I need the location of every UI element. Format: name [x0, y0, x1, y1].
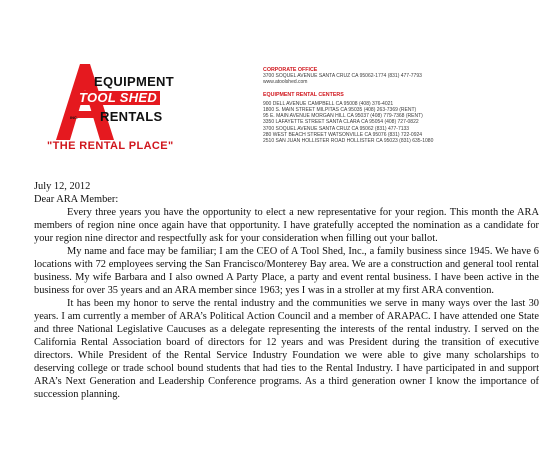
letter-salutation: Dear ARA Member: [34, 194, 119, 205]
letter-body [34, 180, 539, 401]
rental-center-location: 1800 S. MAIN STREET MILPITAS CA 95035 (408) 263-7369 (RENT) [263, 107, 417, 114]
letter-paragraph: Every three years you have the opportunity to elect a new representative for your region. This month the ARA members of region nine once again have that opportunity. I have gratefully accepted the nomination as a candidate for your region nine director and respectfully ask for your consideration when filling out your ballot. [34, 207, 539, 244]
logo-equipment-text: EQUIPMENT [94, 74, 174, 89]
logo-inc-text: INC. [70, 115, 78, 120]
letter-date: July 12, 2012 [34, 181, 91, 192]
letterhead [0, 0, 555, 170]
rental-center-location: 3700 SOQUEL AVENUE SANTA CRUZ CA 95062 (831) 477-7133 [263, 125, 410, 132]
letter-paragraph: It has been my honor to serve the rental industry and the communities we serve in many ways over the last 30 years. I am currently a member of ARA’s Political Action Council and a member of ARAPAC. I have attended one State and three National Legislative Caucuses as a delegate representing the interests of the rental industry. I served on the California Rental Association board of directors for 12 years and was President during the transition of executive directors. While President of the Rental Service Industry Foundation we were able to give many scholarships to deserving college or trade school bound students that had ties to the Rental Industry. I have participated in and support ARA’s Next Generation and Leadership Conference programs. As a third generation owner I know the importance of succession planning. [34, 298, 539, 400]
logo-toolshed-text: TOOL SHED [76, 91, 160, 105]
rental-center-location: 280 WEST BEACH STREET WATSONVILLE CA 95076 (831) 722-0924 [263, 131, 423, 138]
rental-center-location: 900 DELL AVENUE CAMPBELL CA 95008 (408) 376-4021 [263, 100, 394, 107]
company-logo [50, 60, 250, 150]
logo-tagline: "THE RENTAL PLACE" [47, 140, 174, 152]
company-website-link[interactable]: www.atoolshed.com [263, 79, 308, 86]
letter-paragraph: My name and face may be familiar; I am the CEO of A Tool Shed, Inc., a family business since 1945. We have 6 locations with 72 employees serving the San Francisco/Monterey Bay area. We are a construction and general tool rental business. My wife Barbara and I also owned A Party Place, a party and event rental business. I have been active in the business for over 35 years and an ARA member since 1963; yes I was in a stroller at my first ARA convention. [34, 246, 539, 296]
corporate-office-address: 3700 SOQUEL AVENUE SANTA CRUZ CA 95062-1774 (831) 477-7793 [263, 73, 422, 80]
rental-centers-heading: EQUIPMENT RENTAL CENTERS [263, 91, 344, 98]
rental-center-location: 2510 SAN JUAN HOLLISTER ROAD HOLLISTER CA 95023 (831) 635-1080 [263, 138, 434, 145]
logo-rentals-text: RENTALS [100, 109, 163, 124]
rental-center-location: 3350 LAFAYETTE STREET SANTA CLARA CA 95054 (408) 727-0822 [263, 119, 419, 126]
rental-center-location: 95 E. MAIN AVENUE MORGAN HILL CA 95037 (408) 779-7368 (RENT) [263, 113, 423, 120]
contact-block [263, 67, 553, 144]
corporate-office-heading: CORPORATE OFFICE [263, 67, 318, 73]
